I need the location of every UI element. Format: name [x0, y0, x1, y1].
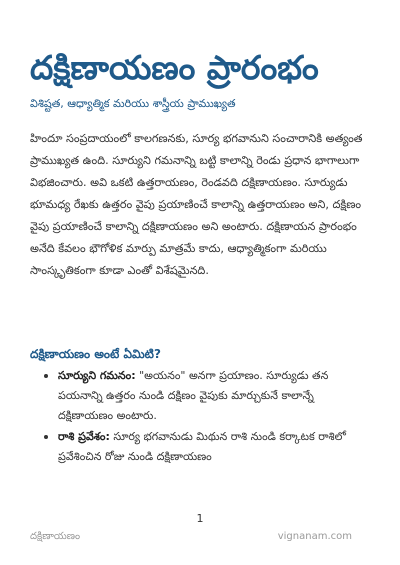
bullet-icon — [44, 374, 48, 378]
list-item — [30, 427, 370, 467]
page-title: దక్షిణాయణం ప్రారంభం — [30, 48, 319, 87]
bullet-term: రాశి ప్రవేశం: — [58, 430, 110, 443]
page-subtitle: విశిష్టత, ఆధ్యాత్మిక మరియు శాస్త్రీయ ప్రాముఖ్యత — [30, 97, 236, 110]
page-number: 1 — [196, 512, 204, 525]
intro-paragraph: హిందూ సంప్రదాయంలో కాలగణనకు, సూర్య భగవానుని సంచారానికి అత్యంత ప్రాముఖ్యత ఉంది. సూర్యుని గమనాన్ని బట్టి కాలాన్ని రెండు ప్రధాన భాగాలుగా విభజించారు. అవి ఒకటి ఉత్తరాయణం, రెండవది దక్షిణాయణం. సూర్యుడు భూమధ్య రేఖకు ఉత్తరం వైపు ప్రయాణించే కాలాన్ని ఉత్తరాయణం అని, దక్షిణం వైపు ప్రయాణించే కాలాన్ని దక్షిణాయణం అని అంటారు. దక్షిణాయన ప్రారంభం అనేది కేవలం భౌగోళిక మార్పు మాత్రమే కాదు, ఆధ్యాత్మికంగా మరియు సాంస్కృతికంగా కూడా ఎంతో విశేషమైనది. — [30, 132, 363, 277]
bullet-text: "అయనం" అనగా ప్రయాణం. సూర్యుడు తన పయనాన్ని ఉత్తరం నుండి దక్షిణం వైపుకు మార్చుకునే కాలాన్నే దక్షిణాయణం అంటారు. — [58, 369, 329, 422]
bullet-list — [30, 366, 370, 468]
section-heading: దక్షిణాయణం అంటే ఏమిటి? — [30, 347, 161, 361]
bullet-term: సూర్యుని గమనం: — [58, 369, 136, 382]
bullet-icon — [44, 435, 48, 439]
list-item — [30, 366, 370, 426]
bullet-text: సూర్య భగవానుడు మిథున రాశి నుండి కర్కాటక రాశిలో ప్రవేశించిన రోజు నుండి దక్షిణాయణం — [58, 430, 346, 463]
footer-site: vignanam.com — [277, 531, 352, 542]
footer-title: దక్షిణాయణం — [30, 531, 81, 542]
